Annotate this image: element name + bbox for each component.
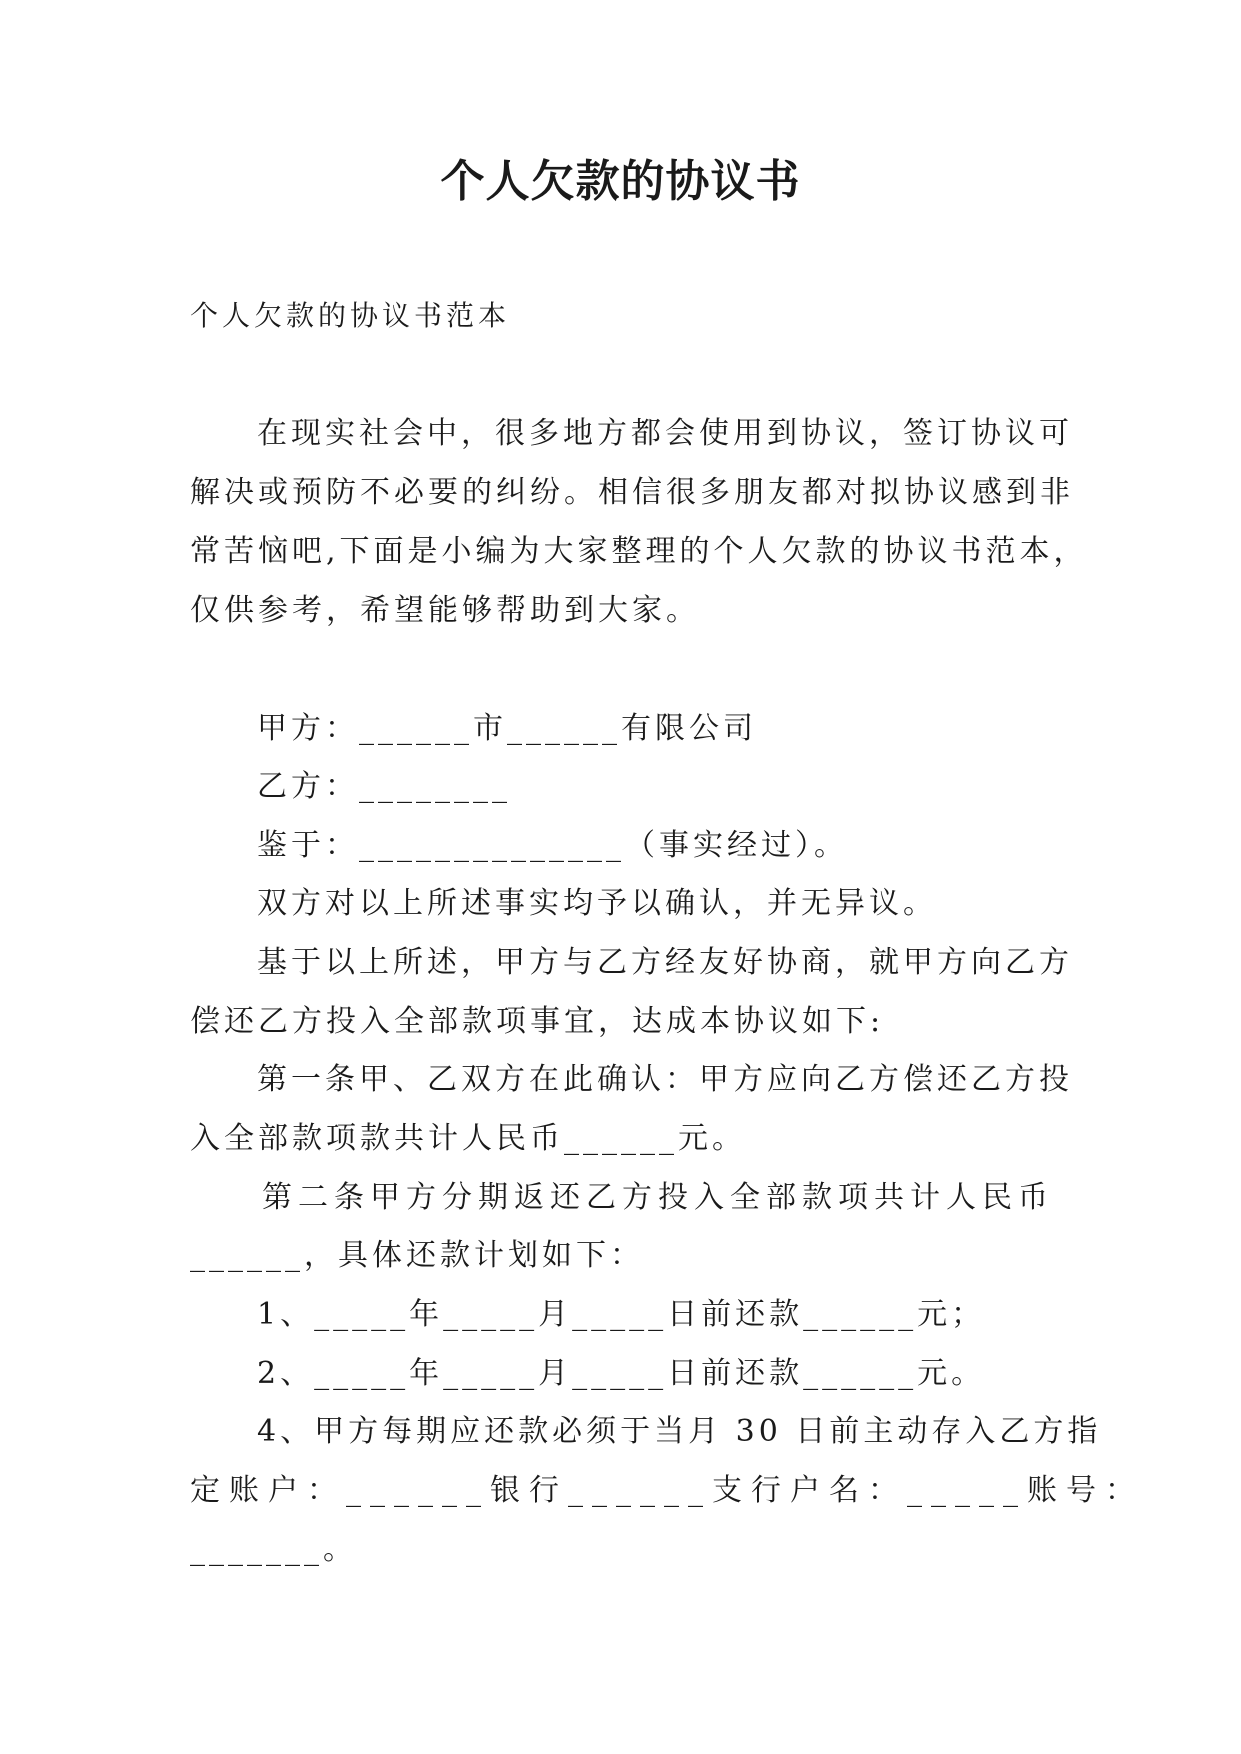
intro-line: 仅供参考，希望能够帮助到大家。	[190, 593, 700, 628]
intro-line: 常苦恼吧,下面是小编为大家整理的个人欠款的协议书范本，	[190, 534, 1088, 569]
payment-plan-item: 1、_____年_____月_____日前还款______元；	[257, 1297, 986, 1332]
article-2-line: 第二条甲方分期返还乙方投入全部款项共计人民币	[262, 1180, 1054, 1215]
document-title: 个人欠款的协议书	[440, 156, 801, 207]
intro-line: 在现实社会中，很多地方都会使用到协议，签订协议可	[257, 416, 1073, 451]
article-2-line: ______，具体还款计划如下：	[190, 1238, 644, 1273]
article-4-line: _______。	[190, 1532, 357, 1567]
article-1-line: 第一条甲、乙双方在此确认：甲方应向乙方偿还乙方投	[257, 1062, 1073, 1097]
body-line: 基于以上所述，甲方与乙方经友好协商，就甲方向乙方	[257, 945, 1073, 980]
article-4-line: 4、甲方每期应还款必须于当月 30 日前主动存入乙方指	[257, 1414, 1102, 1449]
payment-plan-item: 2、_____年_____月_____日前还款______元。	[257, 1356, 986, 1391]
body-line: 偿还乙方投入全部款项事宜，达成本协议如下:	[190, 1004, 885, 1039]
body-line: 双方对以上所述事实均予以确认，并无异议。	[257, 886, 937, 921]
party-a-line: 甲方：______市______有限公司	[257, 711, 757, 746]
intro-line: 解决或预防不必要的纠纷。相信很多朋友都对拟协议感到非	[190, 475, 1074, 510]
whereas-line: 鉴于：______________（事实经过）。	[257, 828, 848, 863]
article-4-line: 定账户：______银行______支行户名：_____账号：	[190, 1473, 1144, 1508]
party-b-line: 乙方：________	[257, 769, 511, 804]
article-1-line: 入全部款项款共计人民币______元。	[190, 1121, 746, 1156]
document-subtitle: 个人欠款的协议书范本	[190, 299, 511, 332]
